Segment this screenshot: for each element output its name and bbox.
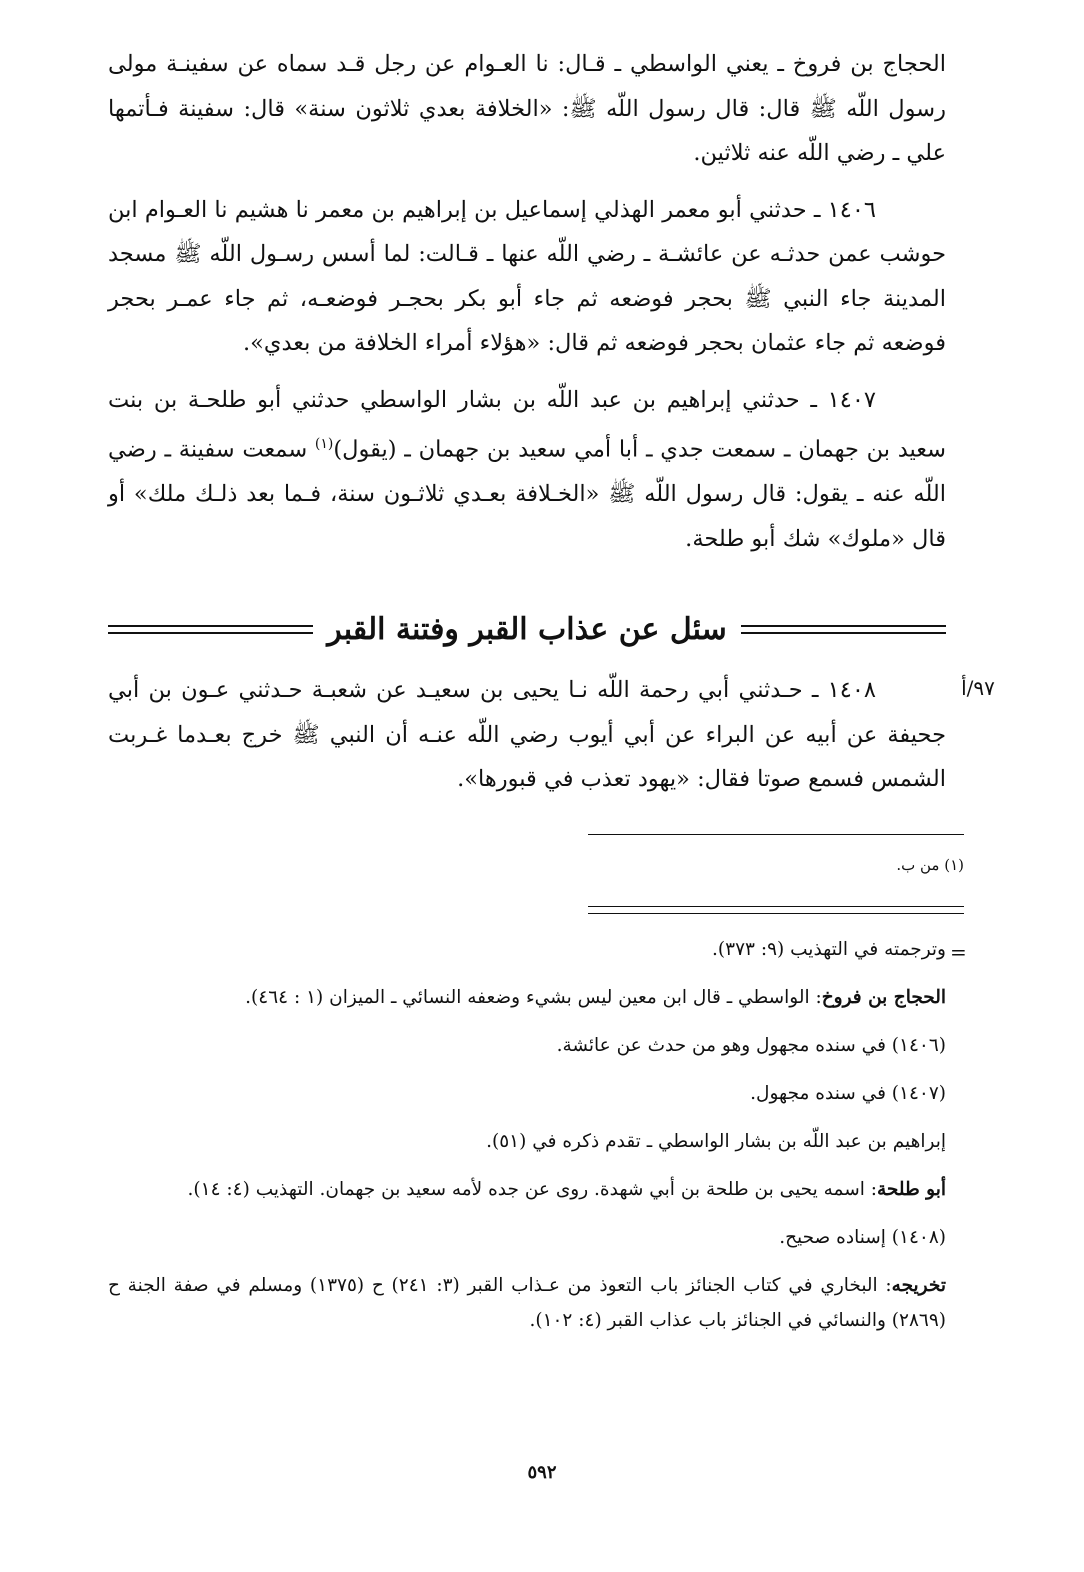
heading-rule-left <box>108 625 313 634</box>
notes-divider-bottom <box>588 913 964 914</box>
paragraph-hadith-1408: ١٤٠٨ ـ حـدثني أبي رحمة اللّه نـا يحيى بن سعيـد عن شعبـة حـدثني عـون بن أبي جحيفة عن أبيه عن البراء عن أبي أيوب رضي اللّه عنـه أن النبي ﷺ خرج بعـدما غـربت الشمس فسمع صوتا فقال: «يهود تعذب في قبورها». <box>108 677 946 792</box>
note-item: (١٤٠٨) إسناده صحيح. <box>779 1227 946 1248</box>
note-item: (١٤٠٧) في سنده مجهول. <box>750 1083 946 1104</box>
paragraph-hadith-1406: ١٤٠٦ ـ حدثني أبو معمر الهذلي إسماعيل بن إبراهيم بن معمر نا هشيم نا العـوام ابن حوشب عمن حدثـه عن عائشـة ـ رضي اللّه عنها ـ قـالت: لما أسس رسـول اللّه ﷺ مسجد المدينة جاء النبي ﷺ بحجر فوضعه ثم جاء أبو بكر بحجـر فوضعـه، ثم جاء عمـر بحجر فوضعه ثم جاء عثمان بحجر فوضعه ثم قال: «هؤلاء أمراء الخلافة من بعدي». <box>108 196 946 356</box>
note-text: : البخاري في كتاب الجنائز باب التعوذ من عـذاب القبر (٣: ٢٤١) ح (١٣٧٥) ومسلم في صفة الجنة ح (٢٨٦٩) والنسائي في الجنائز باب عذاب القبر (٤: ١٠٢). <box>108 1275 946 1331</box>
note-item: وترجمته في التهذيب (٩: ٣٧٣). <box>712 939 946 960</box>
note-item <box>108 980 946 1015</box>
hadith-1407-text: ١٤٠٧ ـ حدثني إبراهيم بن عبد اللّه بن بشار الواسطي حدثني أبو طلحـة بن بنت سعيد بن جهمان ـ سمعت جدي ـ أبا أمي سعيد بن جهمان ـ (يقول) <box>108 386 947 463</box>
commentary-notes <box>108 932 946 1351</box>
note-term: أبو طلحة <box>877 1179 946 1200</box>
page-number: ٥٩٢ <box>527 1462 557 1483</box>
continuation-mark: = <box>950 940 967 964</box>
note-item: إبراهيم بن عبد اللّه بن بشار الواسطي ـ تقدم ذكره في (٥١). <box>486 1131 946 1152</box>
margin-folio-ref: ٩٧/أ <box>961 676 995 700</box>
note-term: تخريجه <box>891 1275 946 1296</box>
heading-rule-right <box>741 625 946 634</box>
note-text: : الواسطي ـ قال ابن معين ليس بشيء وضعفه النسائي ـ الميزان (١ : ٤٦٤). <box>245 987 822 1008</box>
section-text <box>108 668 946 802</box>
footnote-divider <box>588 834 964 835</box>
footnote-1: (١) من ب. <box>896 856 964 874</box>
main-text <box>108 42 946 573</box>
section-title: سئل عن عذاب القبر وفتنة القبر <box>327 611 727 647</box>
hadith-1407-text-rest: سمعت سفينة ـ رضي اللّه عنه ـ يقول: قال رسول اللّه ﷺ «الخـلافة بعـدي ثلاثـون سنة، فـما بعد ذلـك ملك» أو قال «ملوك» شك أبو طلحة. <box>108 436 946 552</box>
paragraph-hadith-1407 <box>108 378 946 562</box>
note-term: الحجاج بن فروخ <box>821 987 946 1008</box>
section-heading <box>108 600 946 658</box>
note-item: (١٤٠٦) في سنده مجهول وهو من حدث عن عائشة. <box>556 1035 946 1056</box>
footnote-ref-1[interactable]: (١) <box>314 436 334 452</box>
note-item <box>108 1268 946 1338</box>
note-text: : اسمه يحيى بن طلحة بن أبي شهدة. روى عن جده لأمه سعيد بن جهمان. التهذيب (٤: ١٤). <box>187 1179 877 1200</box>
paragraph-hadith-continuation: الحجاج بن فروخ ـ يعني الواسطي ـ قـال: نا العـوام عن رجل قـد سماه عن سفينـة مولى رسول اللّه ﷺ قال: قال رسول اللّه ﷺ: «الخلافة بعدي ثلاثون سنة» قال: سفينة فـأتمها علي ـ رضي اللّه عنه ثلاثين. <box>108 51 946 166</box>
note-item <box>108 1172 946 1207</box>
notes-divider-top <box>588 906 964 907</box>
